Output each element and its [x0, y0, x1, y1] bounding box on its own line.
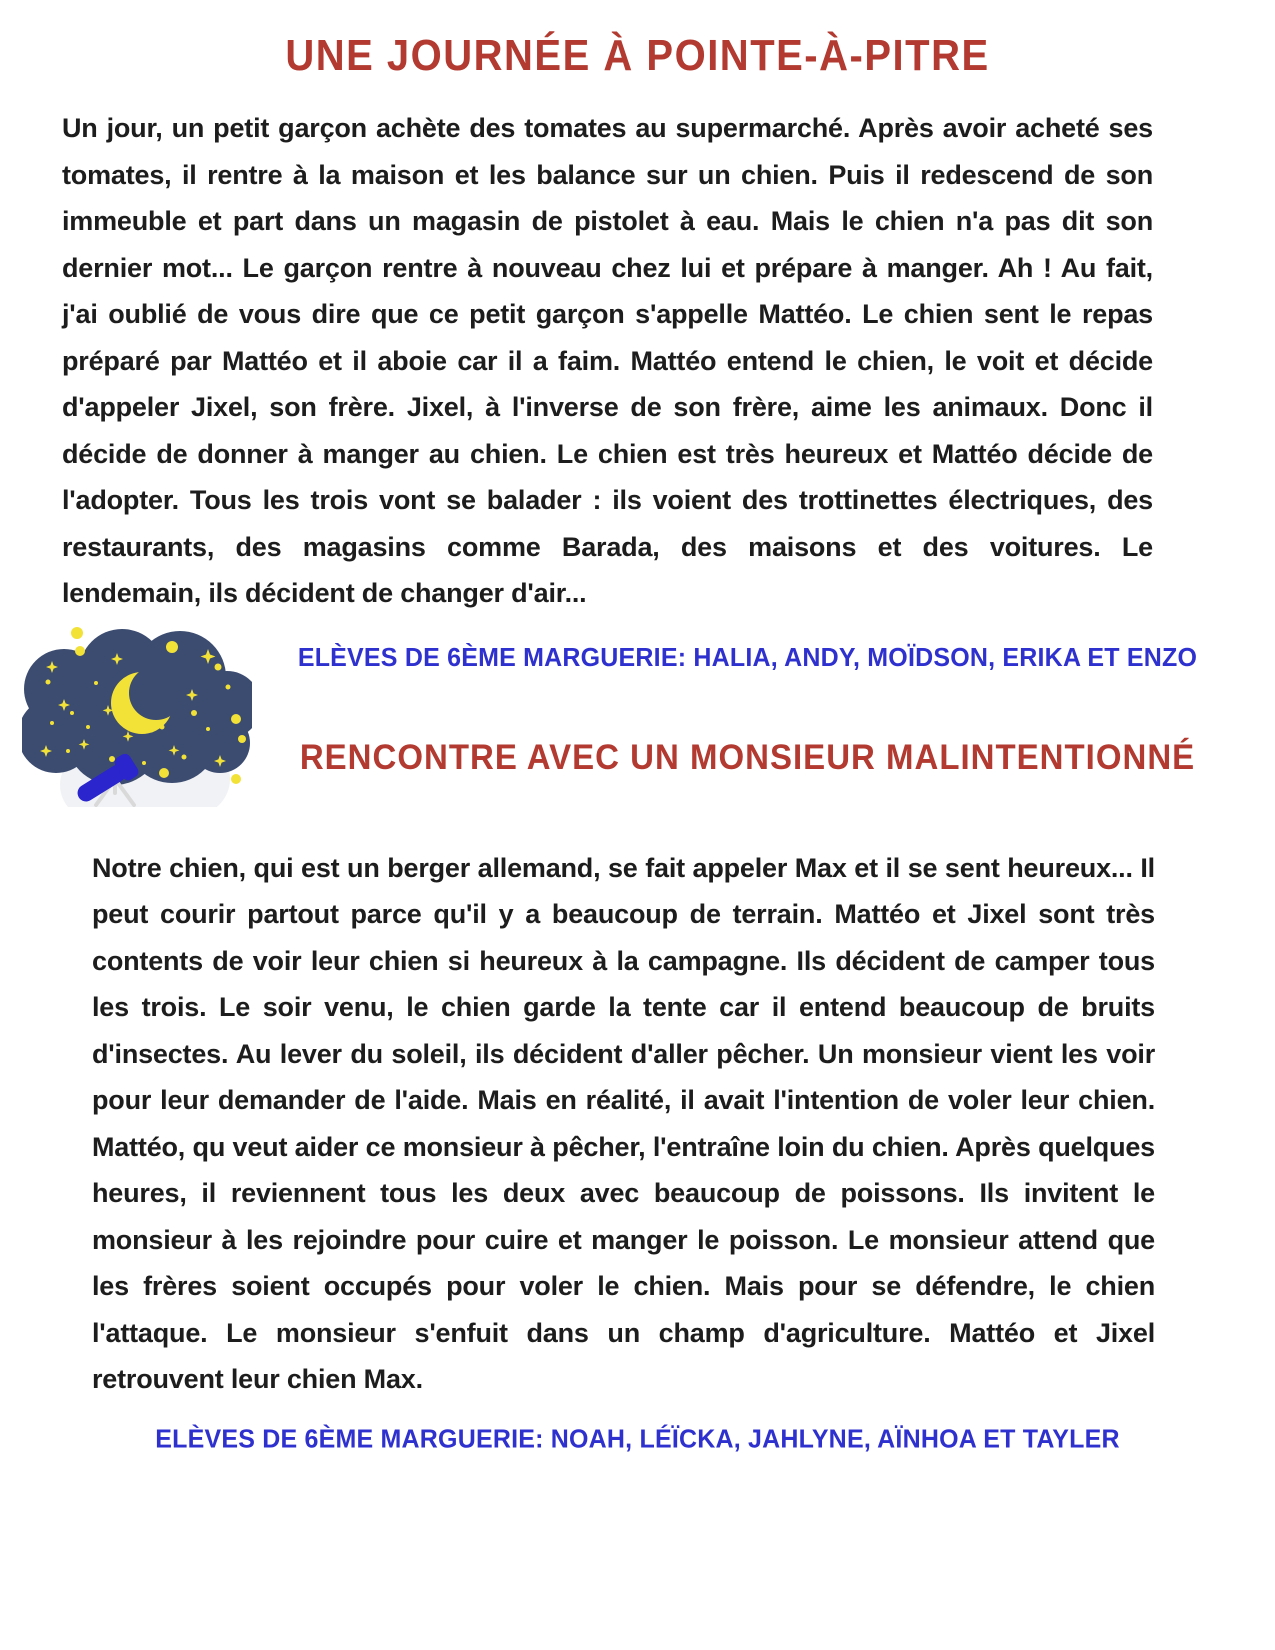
night-sky-illustration [22, 627, 252, 807]
story2-body: Notre chien, qui est un berger allemand, se fait appeler Max et il se sent heureux... Il peut courir partout parce qu'il y a beaucoup de terrain. Mattéo et Jixel sont très contents de voir leur chien si heureux à la campagne. Ils décident de camper tous les trois. Le soir venu, le chien garde la tente car il entend beaucoup de bruits d'insectes. Au lever du soleil, ils décident d'aller pêcher. Un monsieur vient les voir pour leur demander de l'aide. Mais en réalité, il avait l'intention de voler leur chien. Mattéo, qu veut aider ce monsieur à pêcher, l'entraîne loin du chien. Après quelques heures, il reviennent tous les deux avec beaucoup de poissons. Ils invitent le monsieur à les rejoindre pour cuire et manger le poisson. Le monsieur attend que les frères soient occupés pour voler le chien. Mais pour se défendre, le chien l'attaque. Le monsieur s'enfuit dans un champ d'agriculture. Mattéo et Jixel retrouvent leur chien Max. [92, 852, 1155, 1394]
story1-body: Un jour, un petit garçon achète des tomates au supermarché. Après avoir acheté ses tomates, il rentre à la maison et les balance sur un chien. Puis il redescend de son immeuble et part dans un magasin de pistolet à eau. Mais le chien n'a pas dit son dernier mot... Le garçon rentre à nouveau chez lui et prépare à manger. Ah ! Au fait, j'ai oublié de vous dire que ce petit garçon s'appelle Mattéo. Le chien sent le repas préparé par Mattéo et il aboie car il a faim. Mattéo entend le chien, le voit et décide d'appeler Jixel, son frère. Jixel, à l'inverse de son frère, aime les animaux. Donc il décide de donner à manger au chien. Le chien est très heureux et Mattéo décide de l'adopter. Tous les trois vont se balader : ils voient des trottinettes électriques, des restaurants, des magasins comme Barada, des maisons et des voitures. Le lendemain, ils décident de changer d'air... [62, 113, 1153, 608]
story1-byline: ELÈVES DE 6ÈME MARGUERIE: HALIA, ANDY, MOÏDSON, ERIKA ET ENZO [297, 642, 1198, 672]
mid-right-column [220, 627, 1275, 776]
story2-title: RENCONTRE AVEC UN MONSIEUR MALINTENTIONNÉ [299, 735, 1196, 776]
story1-title: UNE JOURNÉE À POINTE-À-PITRE [285, 32, 990, 80]
story2-byline: ELÈVES DE 6ÈME MARGUERIE: NOAH, LÉÏCKA, JAHLYNE, AÏNHOA ET TAYLER [155, 1423, 1120, 1454]
mid-band [0, 627, 1275, 845]
